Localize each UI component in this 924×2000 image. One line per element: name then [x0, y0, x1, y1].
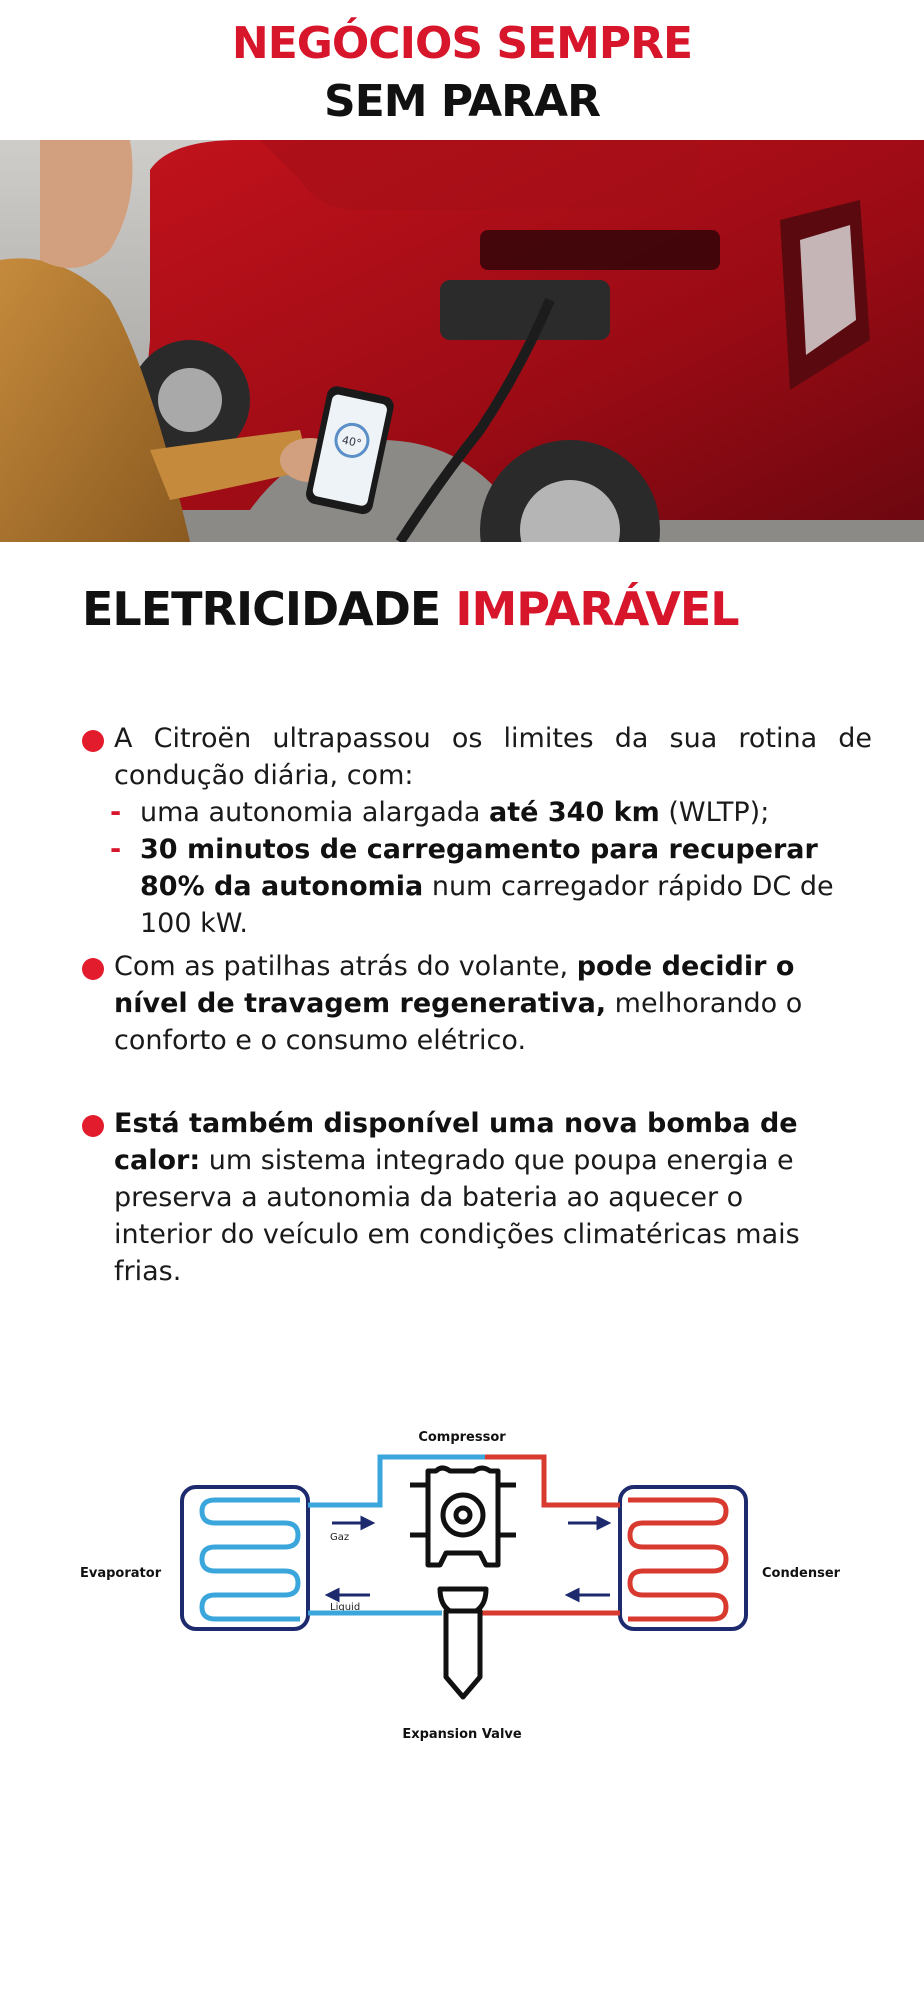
bullet-text: melhorando o conforto e o consumo elétrico.	[114, 988, 803, 1056]
bullet-dot	[82, 1115, 104, 1137]
sub-text: (WLTP);	[659, 797, 770, 828]
page-header	[0, 0, 924, 140]
dash-marker: -	[110, 797, 122, 828]
sub-text: num carregador rápido DC de 100 kW.	[140, 871, 834, 939]
van-charging-photo	[0, 140, 924, 542]
bullet-dot	[82, 958, 104, 980]
evaporator-coil	[202, 1500, 300, 1619]
sub-item-range	[110, 794, 872, 831]
heat-pump-diagram	[80, 1415, 860, 1755]
bullet-bold: Está também disponível uma nova bomba de calor:	[114, 1108, 798, 1176]
hero-image	[0, 140, 924, 542]
bullet-regenerative-braking	[82, 948, 812, 1059]
pipe-cold-top	[308, 1457, 440, 1505]
bullet-text: A Citroën ultrapassou os limites da sua rotina de condução diária, com:	[114, 723, 872, 791]
bullet-text: um sistema integrado que poupa energia e preserva a autonomia da bateria ao aquecer o interior do veículo em condições climatéricas mais frias.	[114, 1145, 800, 1287]
sub-bold: 30 minutos de carregamento para recuperar 80% da autonomia	[140, 834, 818, 902]
section-title	[82, 582, 902, 636]
compressor-label: Compressor	[418, 1430, 506, 1445]
bullet-dot	[82, 730, 104, 752]
pipe-hot-top	[485, 1457, 620, 1505]
compressor-icon	[410, 1468, 516, 1565]
liquid-label: Liquid	[330, 1602, 361, 1613]
bullet-heat-pump	[82, 1105, 812, 1290]
expansion-valve-label: Expansion Valve	[402, 1727, 522, 1742]
header-title-line2: SEM PARAR	[324, 76, 600, 127]
gaz-label: Gaz	[330, 1532, 350, 1543]
condenser-label: Condenser	[762, 1566, 841, 1581]
phone-screen-text: 40°	[340, 433, 363, 451]
dash-marker: -	[110, 834, 122, 865]
section-title-red: IMPARÁVEL	[455, 582, 739, 636]
evaporator-label: Evaporator	[80, 1566, 162, 1581]
header-title-line1: NEGÓCIOS SEMPRE	[231, 18, 693, 69]
section-title-black: ELETRICIDADE	[82, 582, 456, 636]
sub-item-charging	[110, 831, 872, 942]
expansion-valve-icon	[440, 1589, 486, 1697]
bullet-bold: pode decidir o nível de travagem regenerativa,	[114, 951, 795, 1019]
sub-text: uma autonomia alargada	[140, 797, 490, 828]
sub-bold: até 340 km	[489, 797, 660, 828]
bullet-autonomy	[82, 720, 872, 942]
bullet-text: Com as patilhas atrás do volante,	[114, 951, 577, 982]
condenser-coil	[628, 1500, 726, 1619]
